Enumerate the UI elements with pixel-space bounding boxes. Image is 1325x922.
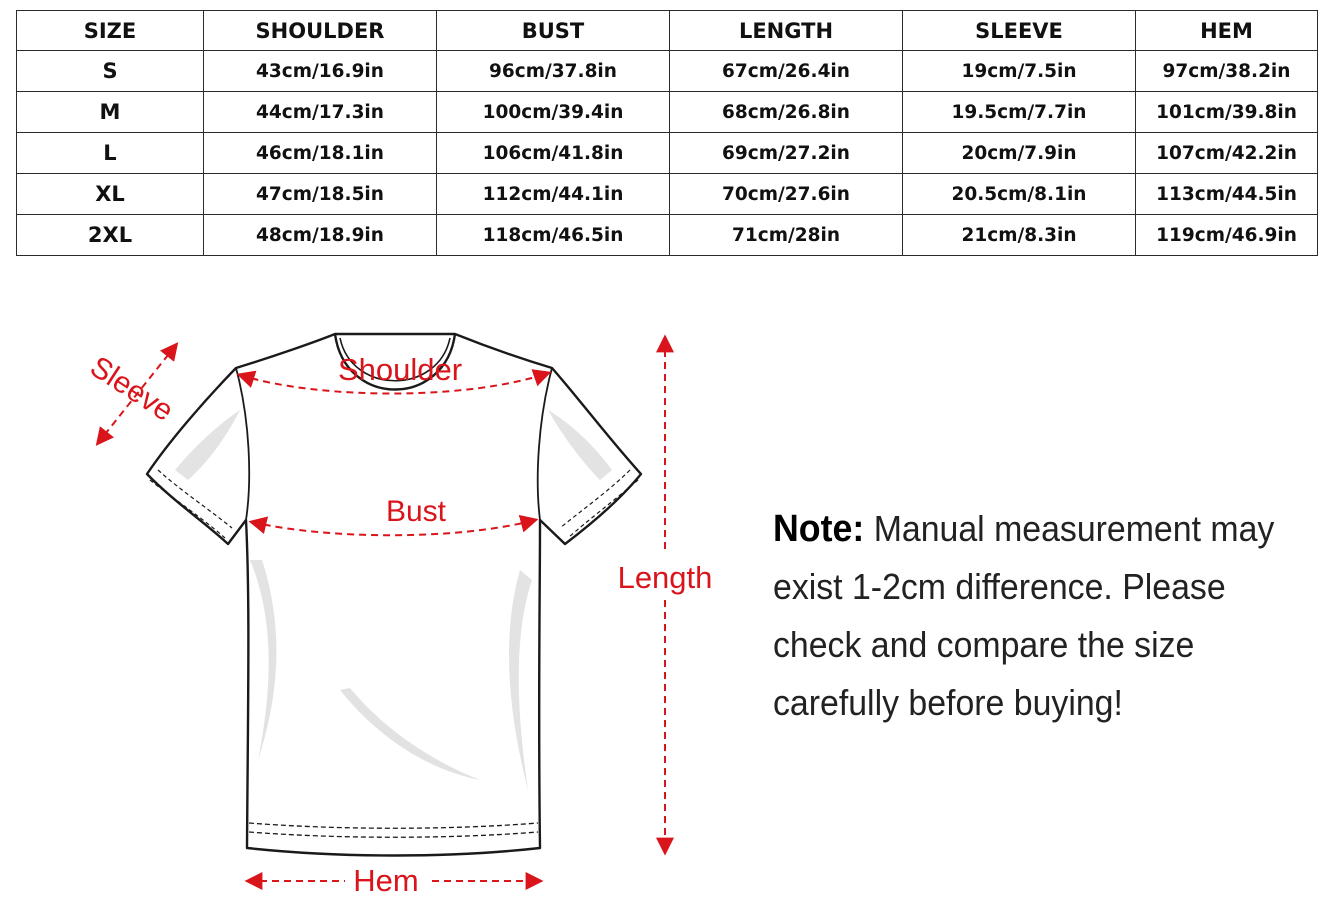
tshirt-icon	[147, 334, 641, 856]
cell-size: M	[17, 92, 204, 133]
cell-size: S	[17, 51, 204, 92]
cell-bust: 118cm/46.5in	[437, 215, 670, 256]
cell-shoulder: 46cm/18.1in	[204, 133, 437, 174]
cell-hem: 107cm/42.2in	[1136, 133, 1318, 174]
cell-shoulder: 43cm/16.9in	[204, 51, 437, 92]
cell-sleeve: 19.5cm/7.7in	[903, 92, 1136, 133]
cell-length: 71cm/28in	[670, 215, 903, 256]
length-label: Length	[617, 560, 713, 595]
cell-length: 69cm/27.2in	[670, 133, 903, 174]
cell-hem: 119cm/46.9in	[1136, 215, 1318, 256]
cell-hem: 97cm/38.2in	[1136, 51, 1318, 92]
shoulder-label: Shoulder	[337, 352, 463, 387]
cell-sleeve: 20cm/7.9in	[903, 133, 1136, 174]
bust-label: Bust	[385, 495, 447, 528]
header-shoulder: SHOULDER	[204, 11, 437, 51]
cell-length: 68cm/26.8in	[670, 92, 903, 133]
cell-bust: 96cm/37.8in	[437, 51, 670, 92]
header-sleeve: SLEEVE	[903, 11, 1136, 51]
cell-sleeve: 19cm/7.5in	[903, 51, 1136, 92]
cell-size: XL	[17, 174, 204, 215]
cell-size: L	[17, 133, 204, 174]
cell-bust: 100cm/39.4in	[437, 92, 670, 133]
cell-shoulder: 44cm/17.3in	[204, 92, 437, 133]
cell-hem: 113cm/44.5in	[1136, 174, 1318, 215]
cell-sleeve: 21cm/8.3in	[903, 215, 1136, 256]
measurement-note	[773, 500, 1281, 732]
cell-length: 70cm/27.6in	[670, 174, 903, 215]
cell-bust: 106cm/41.8in	[437, 133, 670, 174]
note-label: Note:	[773, 508, 865, 550]
cell-sleeve: 20.5cm/8.1in	[903, 174, 1136, 215]
header-bust: BUST	[437, 11, 670, 51]
cell-hem: 101cm/39.8in	[1136, 92, 1318, 133]
header-length: LENGTH	[670, 11, 903, 51]
header-hem: HEM	[1136, 11, 1318, 51]
note-text: Manual measurement may exist 1-2cm difference. Please check and compare the size carefully before buying!	[773, 508, 1275, 723]
cell-size: 2XL	[17, 215, 204, 256]
cell-length: 67cm/26.4in	[670, 51, 903, 92]
header-size: SIZE	[17, 11, 204, 51]
hem-label: Hem	[353, 863, 419, 898]
cell-bust: 112cm/44.1in	[437, 174, 670, 215]
cell-shoulder: 47cm/18.5in	[204, 174, 437, 215]
cell-shoulder: 48cm/18.9in	[204, 215, 437, 256]
sleeve-label: Sleeve	[84, 350, 180, 428]
